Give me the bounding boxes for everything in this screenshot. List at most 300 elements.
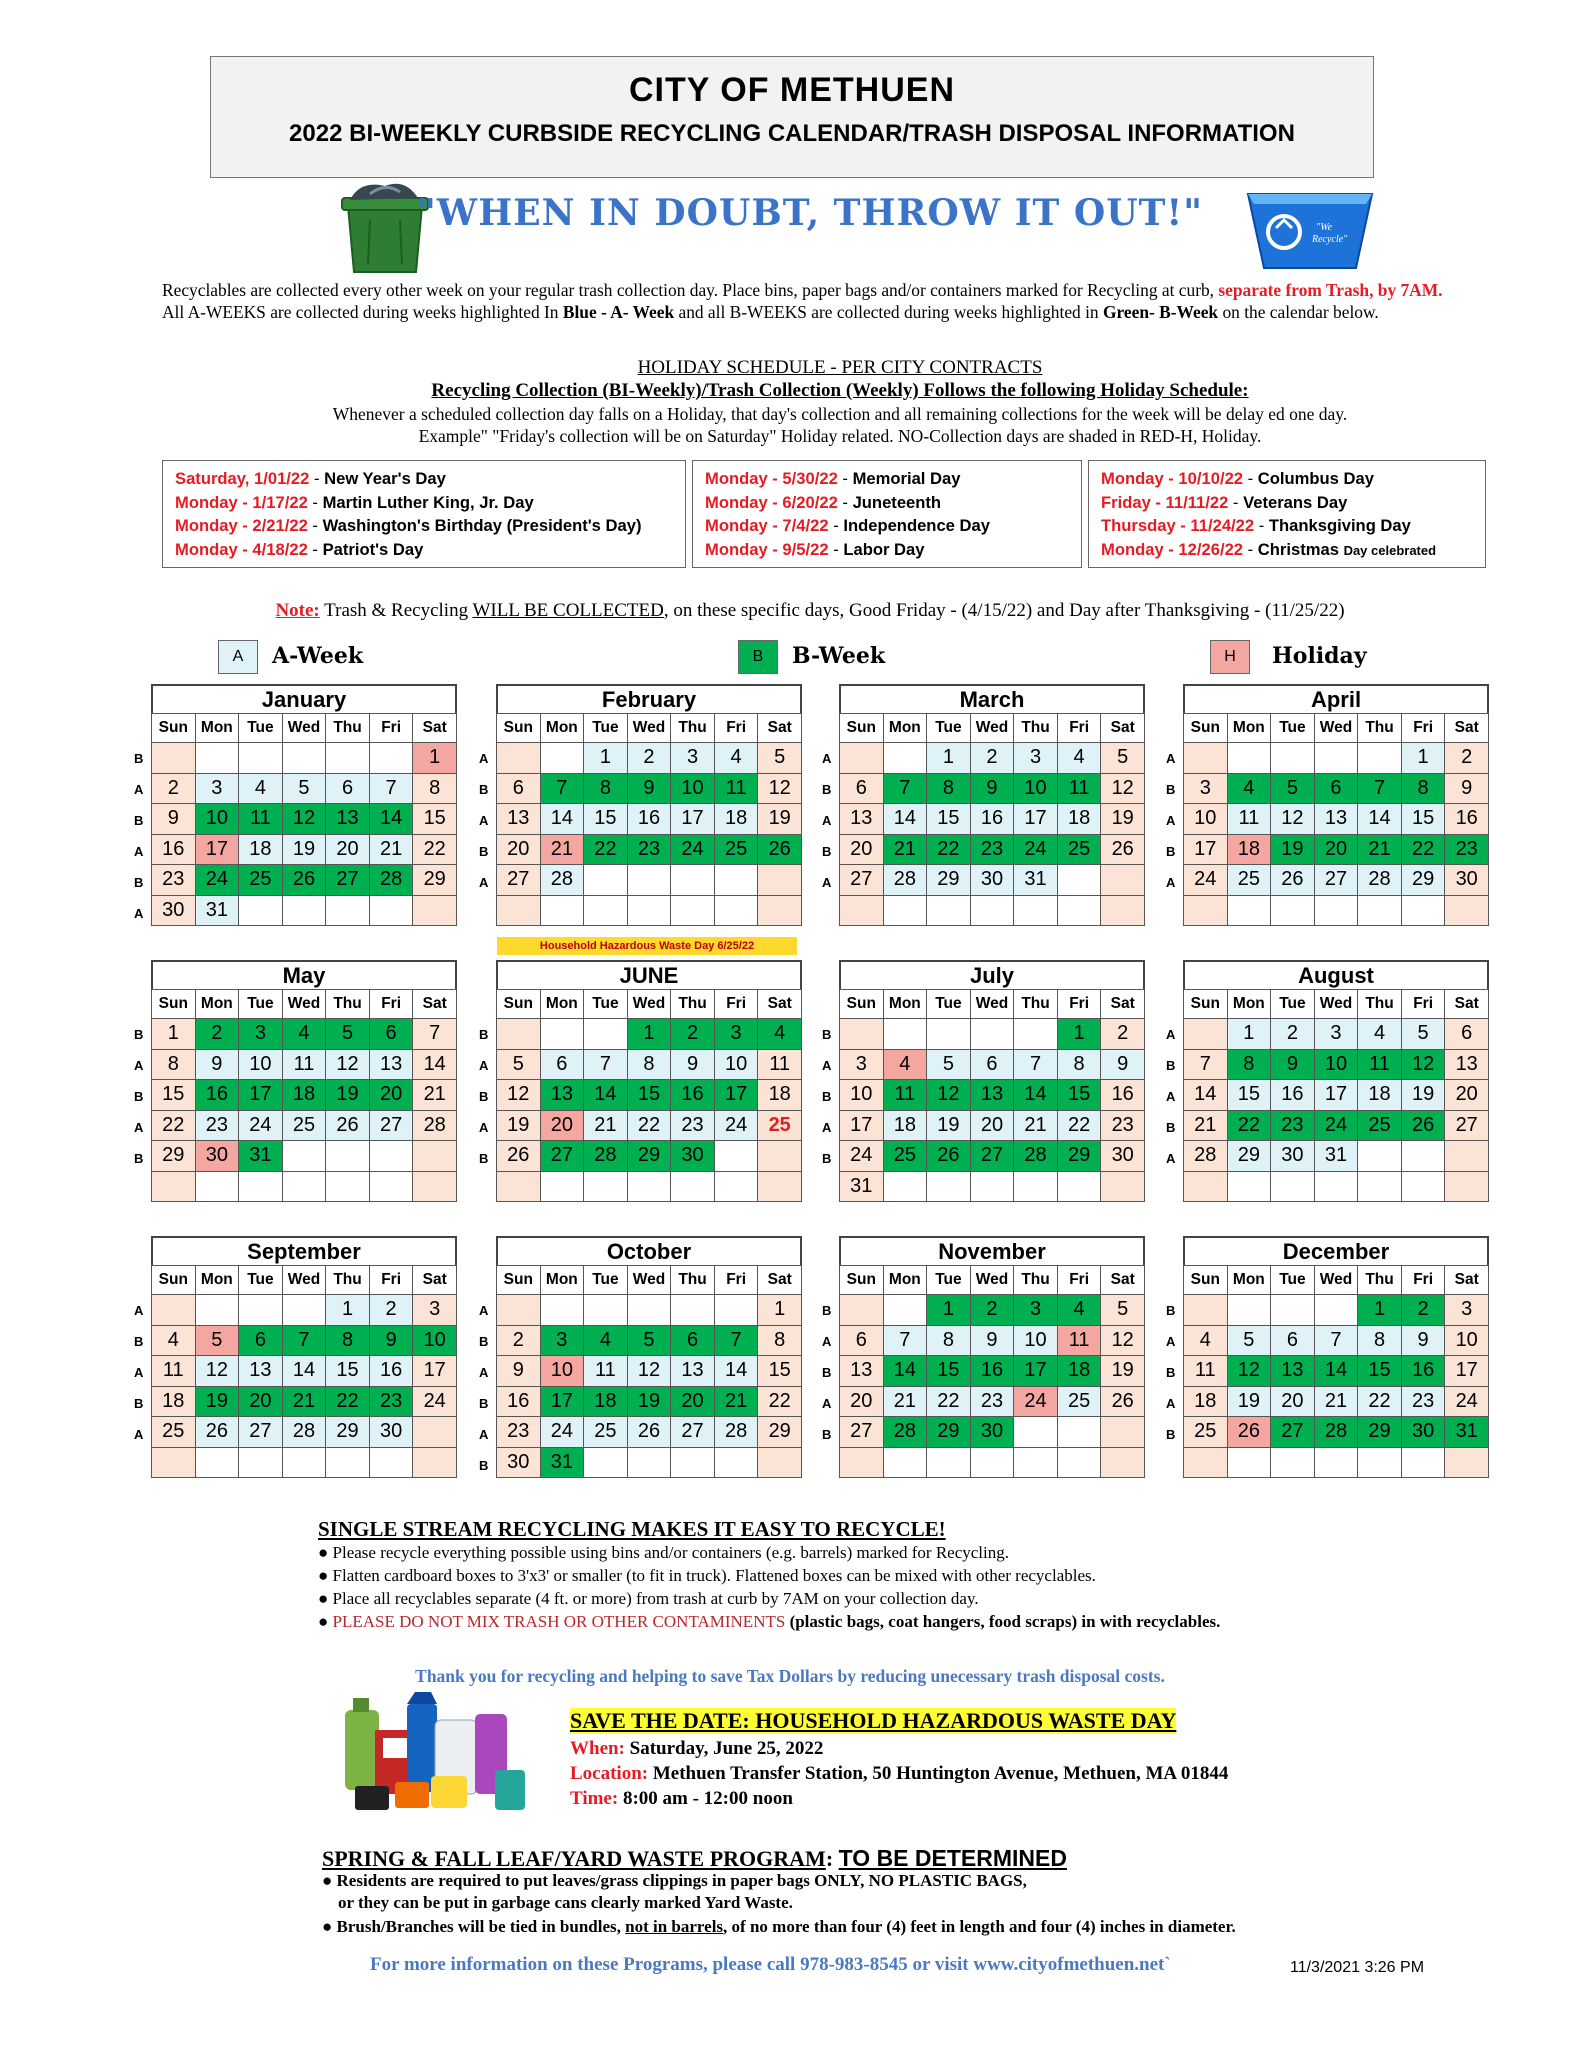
day-cell: [1271, 1295, 1315, 1326]
day-cell: 10: [1014, 1325, 1058, 1356]
day-cell: 13: [239, 1356, 283, 1387]
day-cell: [1184, 1447, 1228, 1478]
day-cell: 6: [369, 1019, 413, 1050]
day-cell: 17: [1184, 834, 1228, 865]
day-cell: 25: [152, 1417, 196, 1448]
day-cell: [152, 743, 196, 774]
weekday-header: Fri: [369, 714, 413, 743]
day-cell: 6: [840, 1325, 884, 1356]
day-cell: 5: [1101, 1295, 1145, 1326]
day-cell: 10: [239, 1049, 283, 1080]
day-cell: 24: [239, 1110, 283, 1141]
thanks-message: Thank you for recycling and helping to save Tax Dollars by reducing unecessary trash disposal costs.: [415, 1666, 1165, 1686]
day-cell: 15: [627, 1080, 671, 1111]
week-label: A: [134, 1303, 144, 1318]
holiday-item: Monday - 4/18/22 - Patriot's Day: [175, 539, 424, 559]
day-cell: [671, 1295, 715, 1326]
day-cell: 20: [497, 834, 541, 865]
day-cell: 3: [540, 1325, 584, 1356]
day-cell: 11: [883, 1080, 927, 1111]
day-cell: [282, 743, 326, 774]
day-cell: [152, 1447, 196, 1478]
day-cell: 19: [282, 834, 326, 865]
weekday-header: Wed: [970, 1266, 1014, 1295]
day-cell: 17: [1314, 1080, 1358, 1111]
month-title: JUNE: [496, 960, 802, 989]
holiday-item: Saturday, 1/01/22 - New Year's Day: [175, 469, 446, 488]
day-cell: [1358, 1447, 1402, 1478]
weekday-header: Tue: [584, 1266, 628, 1295]
day-cell: 20: [840, 834, 884, 865]
day-cell: 21: [413, 1080, 457, 1111]
day-cell: 24: [540, 1417, 584, 1448]
weekday-header: Tue: [1271, 1266, 1315, 1295]
day-cell: 18: [1057, 1356, 1101, 1387]
day-cell: 24: [1314, 1110, 1358, 1141]
hhw-when: When: Saturday, June 25, 2022: [570, 1738, 824, 1759]
day-cell: 20: [1271, 1386, 1315, 1417]
day-cell: 29: [758, 1417, 802, 1448]
week-label: A: [479, 1120, 489, 1135]
day-cell: [883, 1447, 927, 1478]
day-cell: 15: [1057, 1080, 1101, 1111]
day-cell: 1: [758, 1295, 802, 1326]
day-cell: [282, 1141, 326, 1172]
weekday-header: Thu: [326, 714, 370, 743]
day-cell: [758, 1447, 802, 1478]
day-cell: 10: [1314, 1049, 1358, 1080]
week-label: A: [134, 1058, 144, 1073]
yard-waste-item-cont: or they can be put in garbage cans clearly marked Yard Waste.: [338, 1893, 793, 1912]
weekday-header: Thu: [671, 1266, 715, 1295]
day-cell: [627, 1447, 671, 1478]
day-cell: 22: [927, 834, 971, 865]
day-cell: 15: [584, 804, 628, 835]
weekday-header: Thu: [1358, 990, 1402, 1019]
day-cell: [413, 1417, 457, 1448]
day-cell: 4: [758, 1019, 802, 1050]
weekday-header: Wed: [282, 1266, 326, 1295]
day-cell: [970, 1171, 1014, 1202]
day-cell: 20: [671, 1386, 715, 1417]
day-cell: [627, 895, 671, 926]
day-cell: [195, 1171, 239, 1202]
day-cell: 7: [584, 1049, 628, 1080]
week-label: A: [1166, 875, 1176, 890]
day-cell: 22: [1057, 1110, 1101, 1141]
day-cell: 1: [326, 1295, 370, 1326]
day-cell: 3: [1184, 773, 1228, 804]
single-stream-item: ● Flatten cardboard boxes to 3'x3' or smaller (to fit in truck). Flattened boxes can be mixed with other recyclables.: [318, 1566, 1096, 1585]
week-label: A: [134, 906, 144, 921]
day-cell: 26: [758, 834, 802, 865]
day-cell: 1: [1057, 1019, 1101, 1050]
day-cell: [1227, 895, 1271, 926]
page-subtitle: 2022 BI-WEEKLY CURBSIDE RECYCLING CALENDAR/TRASH DISPOSAL INFORMATION: [289, 120, 1295, 147]
day-cell: 8: [627, 1049, 671, 1080]
day-cell: 18: [584, 1386, 628, 1417]
day-cell: 4: [1358, 1019, 1402, 1050]
holiday-item: Thursday - 11/24/22 - Thanksgiving Day: [1101, 516, 1411, 535]
day-cell: [1358, 1141, 1402, 1172]
week-label: B: [134, 1334, 144, 1349]
day-cell: [239, 895, 283, 926]
day-cell: 2: [497, 1325, 541, 1356]
weekday-header: Mon: [195, 990, 239, 1019]
day-cell: 26: [627, 1417, 671, 1448]
day-cell: 13: [497, 804, 541, 835]
day-cell: 23: [1271, 1110, 1315, 1141]
day-cell: [540, 1019, 584, 1050]
day-cell: 8: [326, 1325, 370, 1356]
holiday-item: Monday - 1/17/22 - Martin Luther King, Jr. Day: [175, 492, 534, 512]
day-cell: 2: [671, 1019, 715, 1050]
day-cell: 7: [1184, 1049, 1228, 1080]
legend-b-label: B-Week: [792, 643, 886, 669]
month-july: [822, 960, 1145, 1202]
day-cell: 3: [1445, 1295, 1489, 1326]
weekday-header: Fri: [1057, 1266, 1101, 1295]
day-cell: [369, 895, 413, 926]
day-cell: 15: [1358, 1356, 1402, 1387]
day-cell: [1358, 895, 1402, 926]
day-cell: 23: [195, 1110, 239, 1141]
day-cell: [282, 1171, 326, 1202]
day-cell: 25: [1227, 865, 1271, 896]
day-cell: 25: [239, 865, 283, 896]
day-cell: 30: [1101, 1141, 1145, 1172]
day-cell: 13: [671, 1356, 715, 1387]
day-cell: 27: [840, 865, 884, 896]
week-label: B: [1166, 1120, 1176, 1135]
day-cell: 9: [1271, 1049, 1315, 1080]
day-cell: 27: [1314, 865, 1358, 896]
month-title: August: [1183, 960, 1489, 989]
day-cell: 2: [1271, 1019, 1315, 1050]
week-label: A: [1166, 1151, 1176, 1166]
recycle-bin-icon: [1240, 180, 1380, 274]
week-label: A: [822, 1058, 832, 1073]
week-label: B: [822, 1365, 832, 1380]
day-cell: 21: [883, 834, 927, 865]
week-label: B: [134, 1151, 144, 1166]
day-cell: 16: [970, 804, 1014, 835]
day-cell: 24: [1014, 1386, 1058, 1417]
day-cell: 1: [1227, 1019, 1271, 1050]
weekday-header: Sat: [1445, 1266, 1489, 1295]
week-label: B: [134, 813, 144, 828]
day-cell: 3: [714, 1019, 758, 1050]
day-cell: 28: [282, 1417, 326, 1448]
day-cell: [671, 895, 715, 926]
day-cell: 13: [1314, 804, 1358, 835]
day-cell: 23: [970, 1386, 1014, 1417]
day-cell: [1271, 1447, 1315, 1478]
day-cell: 5: [195, 1325, 239, 1356]
week-label: B: [822, 844, 832, 859]
day-cell: [1401, 1447, 1445, 1478]
weekday-header: Sun: [152, 990, 196, 1019]
day-cell: [584, 1171, 628, 1202]
day-cell: 22: [584, 834, 628, 865]
day-cell: 12: [282, 804, 326, 835]
day-cell: 2: [1401, 1295, 1445, 1326]
day-cell: [1184, 1171, 1228, 1202]
weekday-header: Thu: [326, 1266, 370, 1295]
day-cell: 5: [627, 1325, 671, 1356]
week-label: A: [822, 1396, 832, 1411]
day-cell: 21: [883, 1386, 927, 1417]
day-cell: 21: [1358, 834, 1402, 865]
day-cell: 30: [970, 865, 1014, 896]
day-cell: 6: [1445, 1019, 1489, 1050]
day-cell: 17: [1014, 1356, 1058, 1387]
day-cell: [627, 1295, 671, 1326]
day-cell: 14: [282, 1356, 326, 1387]
month-december: [1166, 1236, 1489, 1478]
day-cell: [1014, 1417, 1058, 1448]
day-cell: 11: [714, 773, 758, 804]
weekday-header: Thu: [671, 990, 715, 1019]
day-cell: 15: [1401, 804, 1445, 835]
day-cell: 19: [927, 1110, 971, 1141]
day-cell: 13: [840, 804, 884, 835]
week-label: B: [1166, 782, 1176, 797]
month-june: [479, 960, 802, 1202]
day-cell: [326, 895, 370, 926]
holiday-item: Monday - 9/5/22 - Labor Day: [705, 539, 925, 559]
week-label: A: [1166, 1089, 1176, 1104]
holiday-item: Friday - 11/11/22 - Veterans Day: [1101, 492, 1348, 512]
day-cell: 9: [195, 1049, 239, 1080]
day-cell: [1445, 1141, 1489, 1172]
day-cell: 26: [1401, 1110, 1445, 1141]
day-cell: 9: [627, 773, 671, 804]
day-cell: [1401, 1171, 1445, 1202]
day-cell: [883, 743, 927, 774]
day-cell: 3: [1314, 1019, 1358, 1050]
day-cell: [714, 1141, 758, 1172]
weekday-header: Wed: [627, 1266, 671, 1295]
day-cell: [326, 1171, 370, 1202]
hhw-time: Time: 8:00 am - 12:00 noon: [570, 1788, 793, 1809]
day-cell: [413, 1447, 457, 1478]
day-cell: 29: [152, 1141, 196, 1172]
weekday-header: Sat: [413, 1266, 457, 1295]
day-cell: 12: [1101, 773, 1145, 804]
day-cell: 25: [758, 1110, 802, 1141]
page-title: CITY OF METHUEN: [628, 71, 956, 109]
week-label: A: [479, 751, 489, 766]
legend-h-label: Holiday: [1272, 643, 1367, 669]
day-cell: [927, 895, 971, 926]
day-cell: 8: [1057, 1049, 1101, 1080]
day-cell: 29: [627, 1141, 671, 1172]
day-cell: [1057, 1417, 1101, 1448]
day-cell: 8: [152, 1049, 196, 1080]
day-cell: [369, 1447, 413, 1478]
day-cell: 10: [413, 1325, 457, 1356]
day-cell: 30: [1445, 865, 1489, 896]
day-cell: 29: [1227, 1141, 1271, 1172]
week-label: B: [822, 1303, 832, 1318]
month-title: April: [1183, 684, 1489, 713]
day-cell: 22: [1227, 1110, 1271, 1141]
day-cell: 31: [840, 1171, 884, 1202]
day-cell: 25: [883, 1141, 927, 1172]
day-cell: 17: [195, 834, 239, 865]
hhw-day-banner: Household Hazardous Waste Day 6/25/22: [497, 937, 797, 955]
weekday-header: Wed: [970, 990, 1014, 1019]
day-cell: [758, 1141, 802, 1172]
week-label: B: [822, 1151, 832, 1166]
day-cell: 9: [970, 773, 1014, 804]
day-cell: 21: [714, 1386, 758, 1417]
day-cell: 13: [1271, 1356, 1315, 1387]
weekday-header: Sat: [1101, 990, 1145, 1019]
day-cell: [497, 1171, 541, 1202]
day-cell: 26: [1271, 865, 1315, 896]
day-cell: 4: [584, 1325, 628, 1356]
day-cell: 3: [840, 1049, 884, 1080]
weekday-header: Thu: [1014, 1266, 1058, 1295]
month-title: December: [1183, 1236, 1489, 1265]
week-label: A: [479, 813, 489, 828]
day-cell: 6: [239, 1325, 283, 1356]
single-stream-item: ● Place all recyclables separate (4 ft. or more) from trash at curb by 7AM on your collection day.: [318, 1589, 979, 1608]
week-label: B: [479, 844, 489, 859]
day-cell: 2: [627, 743, 671, 774]
day-cell: 26: [326, 1110, 370, 1141]
legend-a-label: A-Week: [272, 643, 364, 669]
day-cell: [927, 1019, 971, 1050]
day-cell: [1057, 865, 1101, 896]
day-cell: [369, 743, 413, 774]
day-cell: 15: [413, 804, 457, 835]
day-cell: 4: [152, 1325, 196, 1356]
weekday-header: Sat: [758, 714, 802, 743]
month-april: [1166, 684, 1489, 926]
day-cell: 28: [1184, 1141, 1228, 1172]
day-cell: 8: [584, 773, 628, 804]
day-cell: 14: [584, 1080, 628, 1111]
day-cell: [369, 1141, 413, 1172]
day-cell: [584, 1295, 628, 1326]
day-cell: [1057, 1171, 1101, 1202]
weekday-header: Wed: [282, 990, 326, 1019]
weekday-header: Sat: [413, 990, 457, 1019]
day-cell: 21: [584, 1110, 628, 1141]
day-cell: 1: [413, 743, 457, 774]
day-cell: [1014, 895, 1058, 926]
day-cell: 10: [195, 804, 239, 835]
day-cell: 24: [195, 865, 239, 896]
day-cell: [970, 1019, 1014, 1050]
day-cell: 6: [970, 1049, 1014, 1080]
day-cell: 18: [714, 804, 758, 835]
month-february: [479, 684, 802, 926]
day-cell: [540, 1295, 584, 1326]
day-cell: 2: [970, 743, 1014, 774]
day-cell: 23: [497, 1417, 541, 1448]
single-stream-title: SINGLE STREAM RECYCLING MAKES IT EASY TO RECYCLE!: [318, 1517, 946, 1541]
weekday-header: Mon: [883, 714, 927, 743]
week-label: A: [822, 751, 832, 766]
day-cell: [1101, 865, 1145, 896]
week-label: A: [1166, 1027, 1176, 1042]
day-cell: 23: [152, 865, 196, 896]
day-cell: 10: [1014, 773, 1058, 804]
day-cell: 20: [840, 1386, 884, 1417]
weekday-header: Wed: [282, 714, 326, 743]
day-cell: 22: [1358, 1386, 1402, 1417]
day-cell: [1101, 1417, 1145, 1448]
weekday-header: Tue: [927, 1266, 971, 1295]
day-cell: 24: [840, 1141, 884, 1172]
day-cell: [1314, 1171, 1358, 1202]
day-cell: [497, 743, 541, 774]
day-cell: 5: [927, 1049, 971, 1080]
weekday-header: Sat: [1101, 714, 1145, 743]
day-cell: 19: [1401, 1080, 1445, 1111]
day-cell: 10: [714, 1049, 758, 1080]
single-stream-item: ● Please recycle everything possible using bins and/or containers (e.g. barrels) marked for Recycling.: [318, 1543, 1010, 1562]
day-cell: [239, 1295, 283, 1326]
day-cell: [671, 1447, 715, 1478]
weekday-header: Wed: [627, 990, 671, 1019]
day-cell: 3: [195, 773, 239, 804]
day-cell: 29: [927, 1417, 971, 1448]
day-cell: 27: [497, 865, 541, 896]
weekday-header: Wed: [1314, 714, 1358, 743]
day-cell: 6: [540, 1049, 584, 1080]
day-cell: 19: [758, 804, 802, 835]
week-label: B: [479, 1458, 489, 1473]
day-cell: 23: [369, 1386, 413, 1417]
month-title: October: [496, 1236, 802, 1265]
day-cell: [1014, 1019, 1058, 1050]
day-cell: 7: [1014, 1049, 1058, 1080]
day-cell: 19: [497, 1110, 541, 1141]
day-cell: [369, 1171, 413, 1202]
day-cell: 5: [1101, 743, 1145, 774]
day-cell: 22: [758, 1386, 802, 1417]
weekday-header: Fri: [1401, 714, 1445, 743]
day-cell: 13: [970, 1080, 1014, 1111]
day-cell: 24: [413, 1386, 457, 1417]
day-cell: [1184, 1295, 1228, 1326]
day-cell: 18: [883, 1110, 927, 1141]
day-cell: 23: [1101, 1110, 1145, 1141]
week-label: A: [134, 782, 144, 797]
day-cell: 28: [883, 865, 927, 896]
month-august: [1166, 960, 1489, 1202]
day-cell: 23: [970, 834, 1014, 865]
week-label: B: [1166, 1427, 1176, 1442]
day-cell: [1014, 1447, 1058, 1478]
day-cell: [714, 895, 758, 926]
weekday-header: Fri: [714, 1266, 758, 1295]
day-cell: [152, 1171, 196, 1202]
holiday-item: Monday - 6/20/22 - Juneteenth: [705, 492, 942, 512]
day-cell: [195, 1295, 239, 1326]
weekday-header: Mon: [540, 990, 584, 1019]
day-cell: 23: [627, 834, 671, 865]
week-label: A: [479, 875, 489, 890]
day-cell: [671, 865, 715, 896]
day-cell: 5: [1271, 773, 1315, 804]
weekday-header: Mon: [1227, 1266, 1271, 1295]
